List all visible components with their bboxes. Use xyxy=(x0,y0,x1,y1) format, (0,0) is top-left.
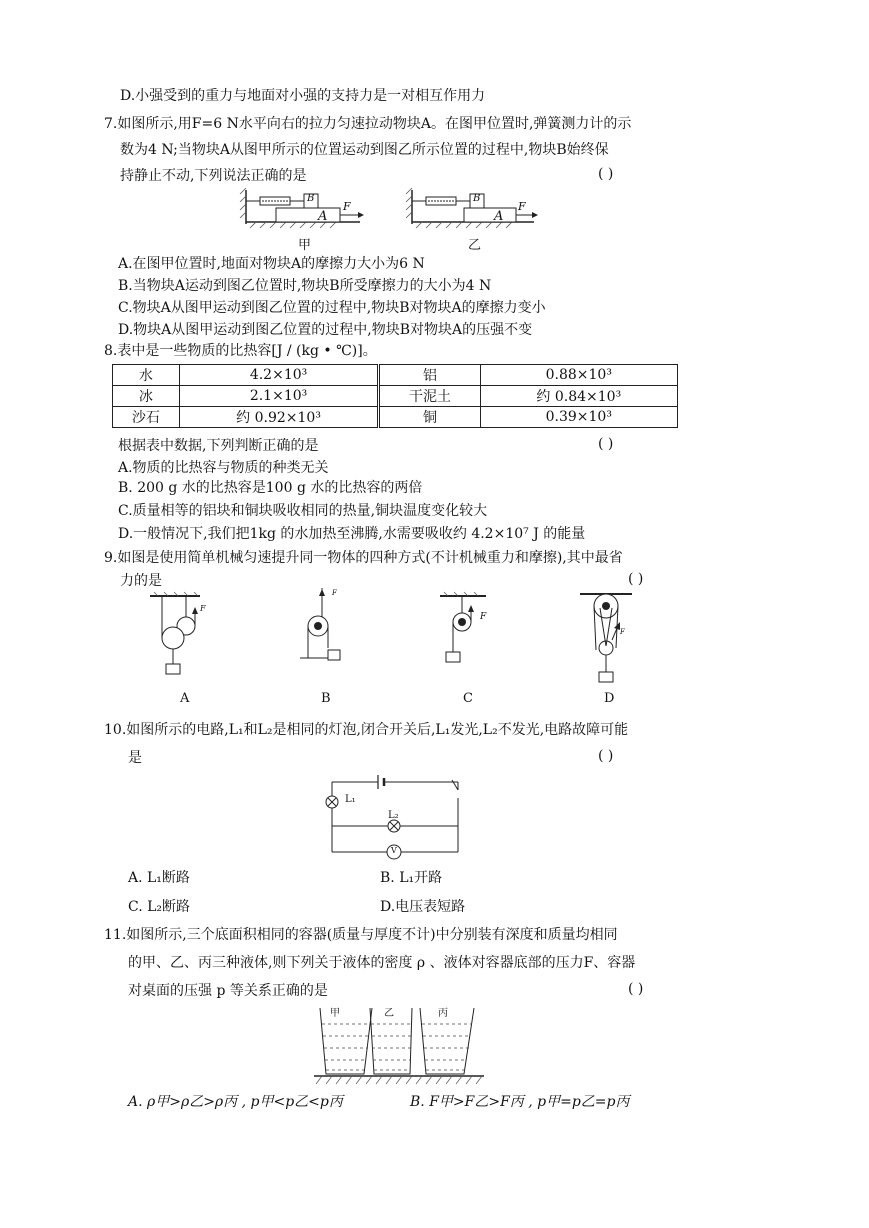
q9-c-force-label: F xyxy=(480,612,487,622)
table-cell: 约 0.84×10³ xyxy=(480,386,677,407)
q9-pulley-c xyxy=(440,592,490,668)
q9-label-b: B xyxy=(321,691,331,706)
q7-jia-block-b-label: B xyxy=(307,193,315,204)
q7-stem-line3: 持静止不动,下列说法正确的是 xyxy=(120,168,307,184)
q9-b-force-label: F xyxy=(332,589,337,597)
q7-yi-force-label: F xyxy=(518,200,526,213)
q7-option-c: C.物块A从图甲运动到图乙位置的过程中,物块B对物块A的摩擦力变小 xyxy=(118,300,546,316)
table-cell: 水 xyxy=(113,365,180,386)
table-row xyxy=(113,386,678,407)
q11-stem-line3: 对桌面的压强 p 等关系正确的是 xyxy=(128,983,328,999)
table-cell: 0.88×10³ xyxy=(480,365,677,386)
q9-label-a: A xyxy=(180,691,190,706)
q11-container-bing-label: 丙 xyxy=(438,1008,448,1019)
q11-stem-line2: 的甲、乙、丙三种液体,则下列关于液体的密度 ρ 、液体对容器底部的压力F、容器 xyxy=(128,955,636,971)
table-cell: 沙石 xyxy=(113,407,180,428)
q7-option-d: D.物块A从图甲运动到图乙位置的过程中,物块B对物块A的压强不变 xyxy=(118,322,533,338)
table-cell: 铜 xyxy=(379,407,480,428)
q10-option-c: C. L₂断路 xyxy=(128,899,191,915)
q8-option-c: C.质量相等的铝块和铜块吸收相同的热量,铜块温度变化较大 xyxy=(118,503,488,519)
q8-option-d: D.一般情况下,我们把1kg 的水加热至沸腾,水需要吸收约 4.2×10⁷ J 的能量 xyxy=(118,526,586,542)
q7-stem-line1: 7.如图所示,用F=6 N水平向右的拉力匀速拉动物块A。在图甲位置时,弹簧测力计的示 xyxy=(104,116,632,132)
q7-fig-caption-yi: 乙 xyxy=(468,238,482,253)
q9-stem-line2: 力的是 xyxy=(120,573,162,589)
q10-l2-label: L₂ xyxy=(388,810,399,821)
q10-voltmeter-label: V xyxy=(391,846,397,855)
q9-pulley-d xyxy=(576,590,640,686)
q7-option-a: A.在图甲位置时,地面对物块A的摩擦力大小为6 N xyxy=(118,256,425,272)
q8-option-b: B. 200 g 水的比热容是100 g 水的比热容的两倍 xyxy=(118,480,423,496)
table-row xyxy=(113,365,678,386)
table-cell: 冰 xyxy=(113,386,180,407)
table-cell: 4.2×10³ xyxy=(179,365,379,386)
table-cell: 2.1×10³ xyxy=(179,386,379,407)
q7-answer-blank: ( ) xyxy=(598,166,614,182)
table-cell: 约 0.92×10³ xyxy=(179,407,379,428)
specific-heat-table xyxy=(112,364,678,428)
q7-stem-line2: 数为4 N;当物块A从图甲所示的位置运动到图乙所示位置的过程中,物块B始终保 xyxy=(120,142,609,158)
q9-stem-line1: 9.如图是使用简单机械匀速提升同一物体的四种方式(不计机械重力和摩擦),其中最省 xyxy=(104,550,623,566)
q10-option-b: B. L₁开路 xyxy=(380,870,443,886)
q8-answer-blank: ( ) xyxy=(598,436,614,452)
q11-option-b: B. F甲>F乙>F丙 , p甲=p乙=p丙 xyxy=(410,1094,630,1110)
q7-yi-block-b-label: B xyxy=(473,193,481,204)
q9-d-force-label: F xyxy=(620,628,625,636)
table-cell: 铝 xyxy=(379,365,480,386)
q10-l1-label: L₁ xyxy=(345,794,356,805)
q7-jia-block-a-label: A xyxy=(318,209,328,224)
q9-pulley-b xyxy=(296,588,356,684)
table-row xyxy=(113,407,678,428)
q8-stem: 8.表中是一些物质的比热容[J / (kg • ℃)]。 xyxy=(104,343,377,359)
table-cell: 0.39×10³ xyxy=(480,407,677,428)
q6-option-d: D.小强受到的重力与地面对小强的支持力是一对相互作用力 xyxy=(120,88,486,104)
q7-fig-caption-jia: 甲 xyxy=(298,238,312,253)
q11-answer-blank: ( ) xyxy=(628,981,644,997)
q7-jia-force-label: F xyxy=(343,200,351,213)
q9-a-force-label: F xyxy=(200,604,206,613)
q11-stem-line1: 11.如图所示,三个底面积相同的容器(质量与厚度不计)中分别装有深度和质量均相同 xyxy=(104,927,618,943)
q10-stem-line2: 是 xyxy=(128,750,142,766)
q7-yi-block-a-label: A xyxy=(494,209,504,224)
q11-option-a: A. ρ甲>ρ乙>ρ丙 , p甲<p乙<p丙 xyxy=(128,1094,343,1110)
q10-option-d: D.电压表短路 xyxy=(380,899,466,915)
q9-label-d: D xyxy=(604,691,615,706)
q10-stem-line1: 10.如图所示的电路,L₁和L₂是相同的灯泡,闭合开关后,L₁发光,L₂不发光,电路故障可能 xyxy=(104,722,629,738)
q10-answer-blank: ( ) xyxy=(598,748,614,764)
q9-label-c: C xyxy=(463,691,473,706)
table-cell: 干泥土 xyxy=(379,386,480,407)
q8-stem-line2: 根据表中数据,下列判断正确的是 xyxy=(118,438,319,454)
q11-container-jia-label: 甲 xyxy=(330,1008,340,1019)
q9-answer-blank: ( ) xyxy=(628,571,644,587)
q11-container-yi-label: 乙 xyxy=(384,1008,394,1019)
q8-option-a: A.物质的比热容与物质的种类无关 xyxy=(118,460,329,476)
q10-option-a: A. L₁断路 xyxy=(128,870,190,886)
q7-option-b: B.当物块A运动到图乙位置时,物块B所受摩擦力的大小为4 N xyxy=(118,278,492,294)
